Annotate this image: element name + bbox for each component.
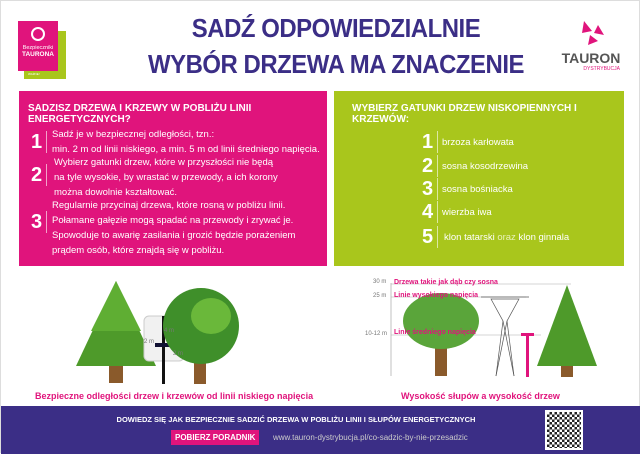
left-caption: Bezpieczne odległości drzew i krzewów od linii niskiego napięcia <box>35 391 314 401</box>
panel-heading: SADZISZ DRZEWA I KRZEWY W POBLIŻU LINII ENERGETYCZNYCH? <box>28 103 252 125</box>
tip-line: Spowoduje to awarię zasilania i grozić będzie porażeniem <box>52 230 296 241</box>
logo-sub: WAŻNE! <box>28 72 40 76</box>
guide-url-link[interactable]: www.tauron-dystrybucja.pl/co-sadzic-by-nie-przesadzic <box>273 433 468 442</box>
species-name: sosna bośniacka <box>442 184 513 195</box>
step-number: 1 <box>31 131 47 153</box>
shield-leaf-icon <box>31 27 45 41</box>
tip-line: Połamane gałęzie mogą spadać na przewody i zrywać je. <box>52 215 294 226</box>
species-a: klon tatarski <box>444 232 495 243</box>
tip-line: Wybierz gatunki drzew, które w przyszłości nie będą <box>54 157 274 168</box>
tauron-name: TAURON <box>561 50 621 66</box>
dim-label: 4 m <box>164 328 175 334</box>
safety-tips-panel <box>19 91 327 266</box>
tip-line: na tyle wysokie, by wrastać w przewody, a ich korony <box>54 172 278 183</box>
species-name: brzoza karłowata <box>442 137 514 148</box>
height-label: Linie średniego napięcia <box>394 329 476 336</box>
qr-code-icon <box>545 410 583 450</box>
heights-illustration <box>341 271 621 381</box>
step-number: 3 <box>31 211 47 233</box>
dim-label: 2 m <box>144 339 155 345</box>
right-caption: Wysokość słupów a wysokość drzew <box>401 391 560 401</box>
tip-line: można dowolnie kształtować. <box>54 187 178 198</box>
tip-line: min. 2 m od linii niskiego, a min. 5 m od linii średniego napięcia. <box>52 144 320 155</box>
bezpieczniki-logo <box>18 21 66 79</box>
axis-label: 25 m <box>373 293 387 299</box>
download-guide-button[interactable]: POBIERZ PORADNIK <box>171 430 259 445</box>
species-number: 1 <box>422 131 438 153</box>
species-number: 2 <box>422 155 438 177</box>
species-b: klon ginnala <box>518 232 570 243</box>
height-label: Drzewa takie jak dąb czy sosna <box>394 279 498 286</box>
axis-label: 30 m <box>373 279 387 285</box>
species-number: 4 <box>422 201 438 223</box>
species-number: 3 <box>422 178 438 200</box>
species-name: sosna kosodrzewina <box>442 161 529 172</box>
tauron-sub: DYSTRYBUCJA <box>583 66 620 72</box>
tip-line: prądem osób, które znajdą się w pobliżu. <box>52 245 225 256</box>
spruce-tree-icon <box>537 285 597 377</box>
step-number: 2 <box>31 164 47 186</box>
logo-text: Bezpieczniki <box>22 45 54 51</box>
axis-label: 10-12 m <box>365 331 388 337</box>
deciduous-tree-icon <box>163 288 239 384</box>
tip-line: Regularnie przycinaj drzewa, które rosną w pobliżu linii. <box>52 200 286 211</box>
conjunction: oraz <box>497 232 516 243</box>
pylon-icon <box>481 297 529 376</box>
tip-line: Sadź je w bezpiecznej odległości, tzn.: <box>52 129 215 140</box>
footer-band <box>1 406 640 454</box>
medium-voltage-pole-icon <box>521 333 534 377</box>
tauron-logo <box>556 19 626 72</box>
dim-label: 2 m <box>173 351 184 357</box>
species-name <box>444 232 569 243</box>
species-number: 5 <box>422 226 438 248</box>
species-name: wierzba iwa <box>442 207 492 218</box>
footer-heading: DOWIEDZ SIĘ JAK BEZPIECZNIE SADZIĆ DRZEWA W POBLIŻU LINII I SŁUPÓW ENERGETYCZNYCH <box>116 415 476 424</box>
page-title-line1: SADŹ ODPOWIEDZIALNIE <box>191 13 481 43</box>
panel-heading: WYBIERZ GATUNKI DRZEW NISKOPIENNYCH I KRZEWÓW: <box>352 103 577 125</box>
page-title-line2: WYBÓR DRZEWA MA ZNACZENIE <box>147 49 525 79</box>
height-label: Linie wysokiego napięcia <box>394 292 479 299</box>
species-panel <box>334 91 624 266</box>
logo-text: TAURONA <box>21 51 54 58</box>
tauron-star-icon <box>576 19 606 47</box>
